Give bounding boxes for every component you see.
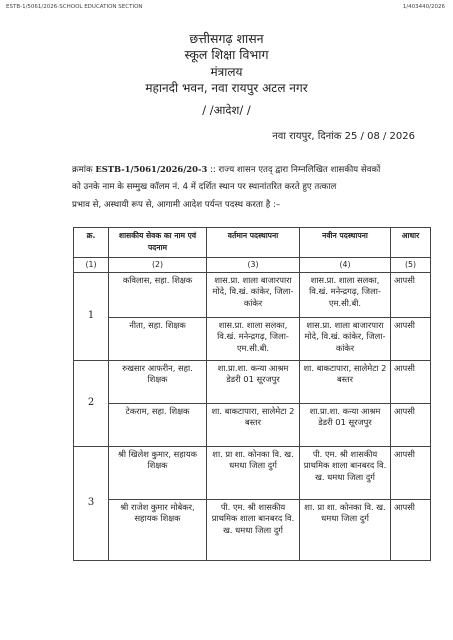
header-new-posting: नवीन पदस्थापना xyxy=(300,228,391,258)
order-number: ESTB-1/5061/2026/20-3 xyxy=(95,164,208,174)
basis-cell: आपसी xyxy=(391,360,431,403)
new-posting-cell: शा.प्रा.शा. कन्या आश्रम डेडरी 01 सूरजपुर xyxy=(300,403,391,446)
new-posting-cell: शा. प्रा शा. कोनका वि. ख. धमधा जिला दुर्ग xyxy=(300,499,391,560)
serial-number: 1 xyxy=(74,272,109,360)
serial-number: 3 xyxy=(74,446,109,560)
current-posting-cell: शा. प्रा शा. कोनका वि. ख. धमधा जिला दुर्ग xyxy=(207,446,300,499)
current-posting-cell: शास.प्रा. शाला सलका, वि.खं. मनेन्द्रगढ़, जिला-एम.सी.बी. xyxy=(207,317,300,360)
employee-cell: नीता, सहा. शिक्षक xyxy=(109,317,207,360)
new-posting-cell: शास.प्रा. शाला बाजारपारा मोदे, वि.खं. कांकेर, जिला-कांकेर xyxy=(300,317,391,360)
order-intro-text: :: राज्य शासन एतद् द्वारा निम्नलिखित शासकीय सेवकों xyxy=(207,165,381,175)
table-header-row xyxy=(74,228,431,258)
place-date-line: नवा रायपुर, दिनांक 25 / 08 / 2026 xyxy=(272,131,415,142)
table-row xyxy=(74,317,431,360)
order-paragraph-line-3: प्रभाव से, अस्थायी रूप से, आगामी आदेश पर्यन्त पदस्थ करता है :– xyxy=(72,200,281,210)
column-number-row xyxy=(74,258,431,273)
employee-cell: श्री राजेश कुमार मोबेकर, सहायक शिक्षक xyxy=(109,499,207,560)
employee-cell: टेकराम, सहा. शिक्षक xyxy=(109,403,207,446)
order-paragraph-line-1 xyxy=(72,164,428,177)
new-posting-cell: शा. बाकटापारा, सालेमेटा 2 बस्तर xyxy=(300,360,391,403)
current-posting-cell: शास.प्रा. शाला बाजारपारा मोदे, वि.खं. कांकेर, जिला-कांकेर xyxy=(207,272,300,317)
current-posting-cell: शा.प्रा.शा. कन्या आश्रम डेडरी 01 सूरजपुर xyxy=(207,360,300,403)
employee-cell: श्री खिलेश कुमार, सहायक शिक्षक xyxy=(109,446,207,499)
basis-cell: आपसी xyxy=(391,403,431,446)
header-current-posting: वर्तमान पदस्थापना xyxy=(207,228,300,258)
current-posting-cell: शा. बाकटापारा, सालेमेटा 2 बस्तर xyxy=(207,403,300,446)
file-reference: ESTB-1/5061/2026-SCHOOL EDUCATION SECTION xyxy=(6,4,143,10)
header-serial: क्र. xyxy=(74,228,109,258)
document-number: 1/403440/2026 xyxy=(402,4,445,10)
table-row xyxy=(74,403,431,446)
basis-cell: आपसी xyxy=(391,272,431,317)
order-paragraph-line-2: को उनके नाम के सम्मुख कॉलम नं. 4 में दर्शित स्थान पर स्थानांतरित करते हुए तत्काल xyxy=(72,182,337,192)
serial-number: 2 xyxy=(74,360,109,446)
basis-cell: आपसी xyxy=(391,499,431,560)
column-number: (5) xyxy=(391,258,431,273)
employee-cell: रुखसार आफरीन, सहा. शिक्षक xyxy=(109,360,207,403)
current-posting-cell: पी. एम. श्री शासकीय प्राथमिक शाला बानबरद वि. ख. धमधा जिला दुर्ग xyxy=(207,499,300,560)
column-number: (3) xyxy=(207,258,300,273)
order-heading: / /आदेश/ / xyxy=(202,103,251,117)
department-name: स्कूल शिक्षा विभाग xyxy=(184,47,269,62)
table-row xyxy=(74,499,431,560)
ministry-label: मंत्रालय xyxy=(210,65,243,79)
new-posting-cell: शास.प्रा. शाला सलका, वि.खं. मनेन्द्रगढ़, जिला-एम.सी.बी. xyxy=(300,272,391,317)
column-number: (1) xyxy=(74,258,109,273)
employee-cell: कविलास, सहा. शिक्षक xyxy=(109,272,207,317)
office-address: महानदी भवन, नवा रायपुर अटल नगर xyxy=(145,81,308,95)
basis-cell: आपसी xyxy=(391,317,431,360)
transfer-table xyxy=(73,227,431,561)
column-number: (2) xyxy=(109,258,207,273)
government-name: छत्तीसगढ़ शासन xyxy=(189,31,264,46)
header-basis: आधार xyxy=(391,228,431,258)
new-posting-cell: पी. एम. श्री शासकीय प्राथमिक शाला बानबरद वि. ख. धमधा जिला दुर्ग xyxy=(300,446,391,499)
table-row xyxy=(74,446,431,499)
header-employee: शासकीय सेवक का नाम एवं पदनाम xyxy=(109,228,207,258)
table-row xyxy=(74,360,431,403)
column-number: (4) xyxy=(300,258,391,273)
order-number-prefix: क्रमांक xyxy=(72,165,93,175)
table-row xyxy=(74,272,431,317)
basis-cell: आपसी xyxy=(391,446,431,499)
